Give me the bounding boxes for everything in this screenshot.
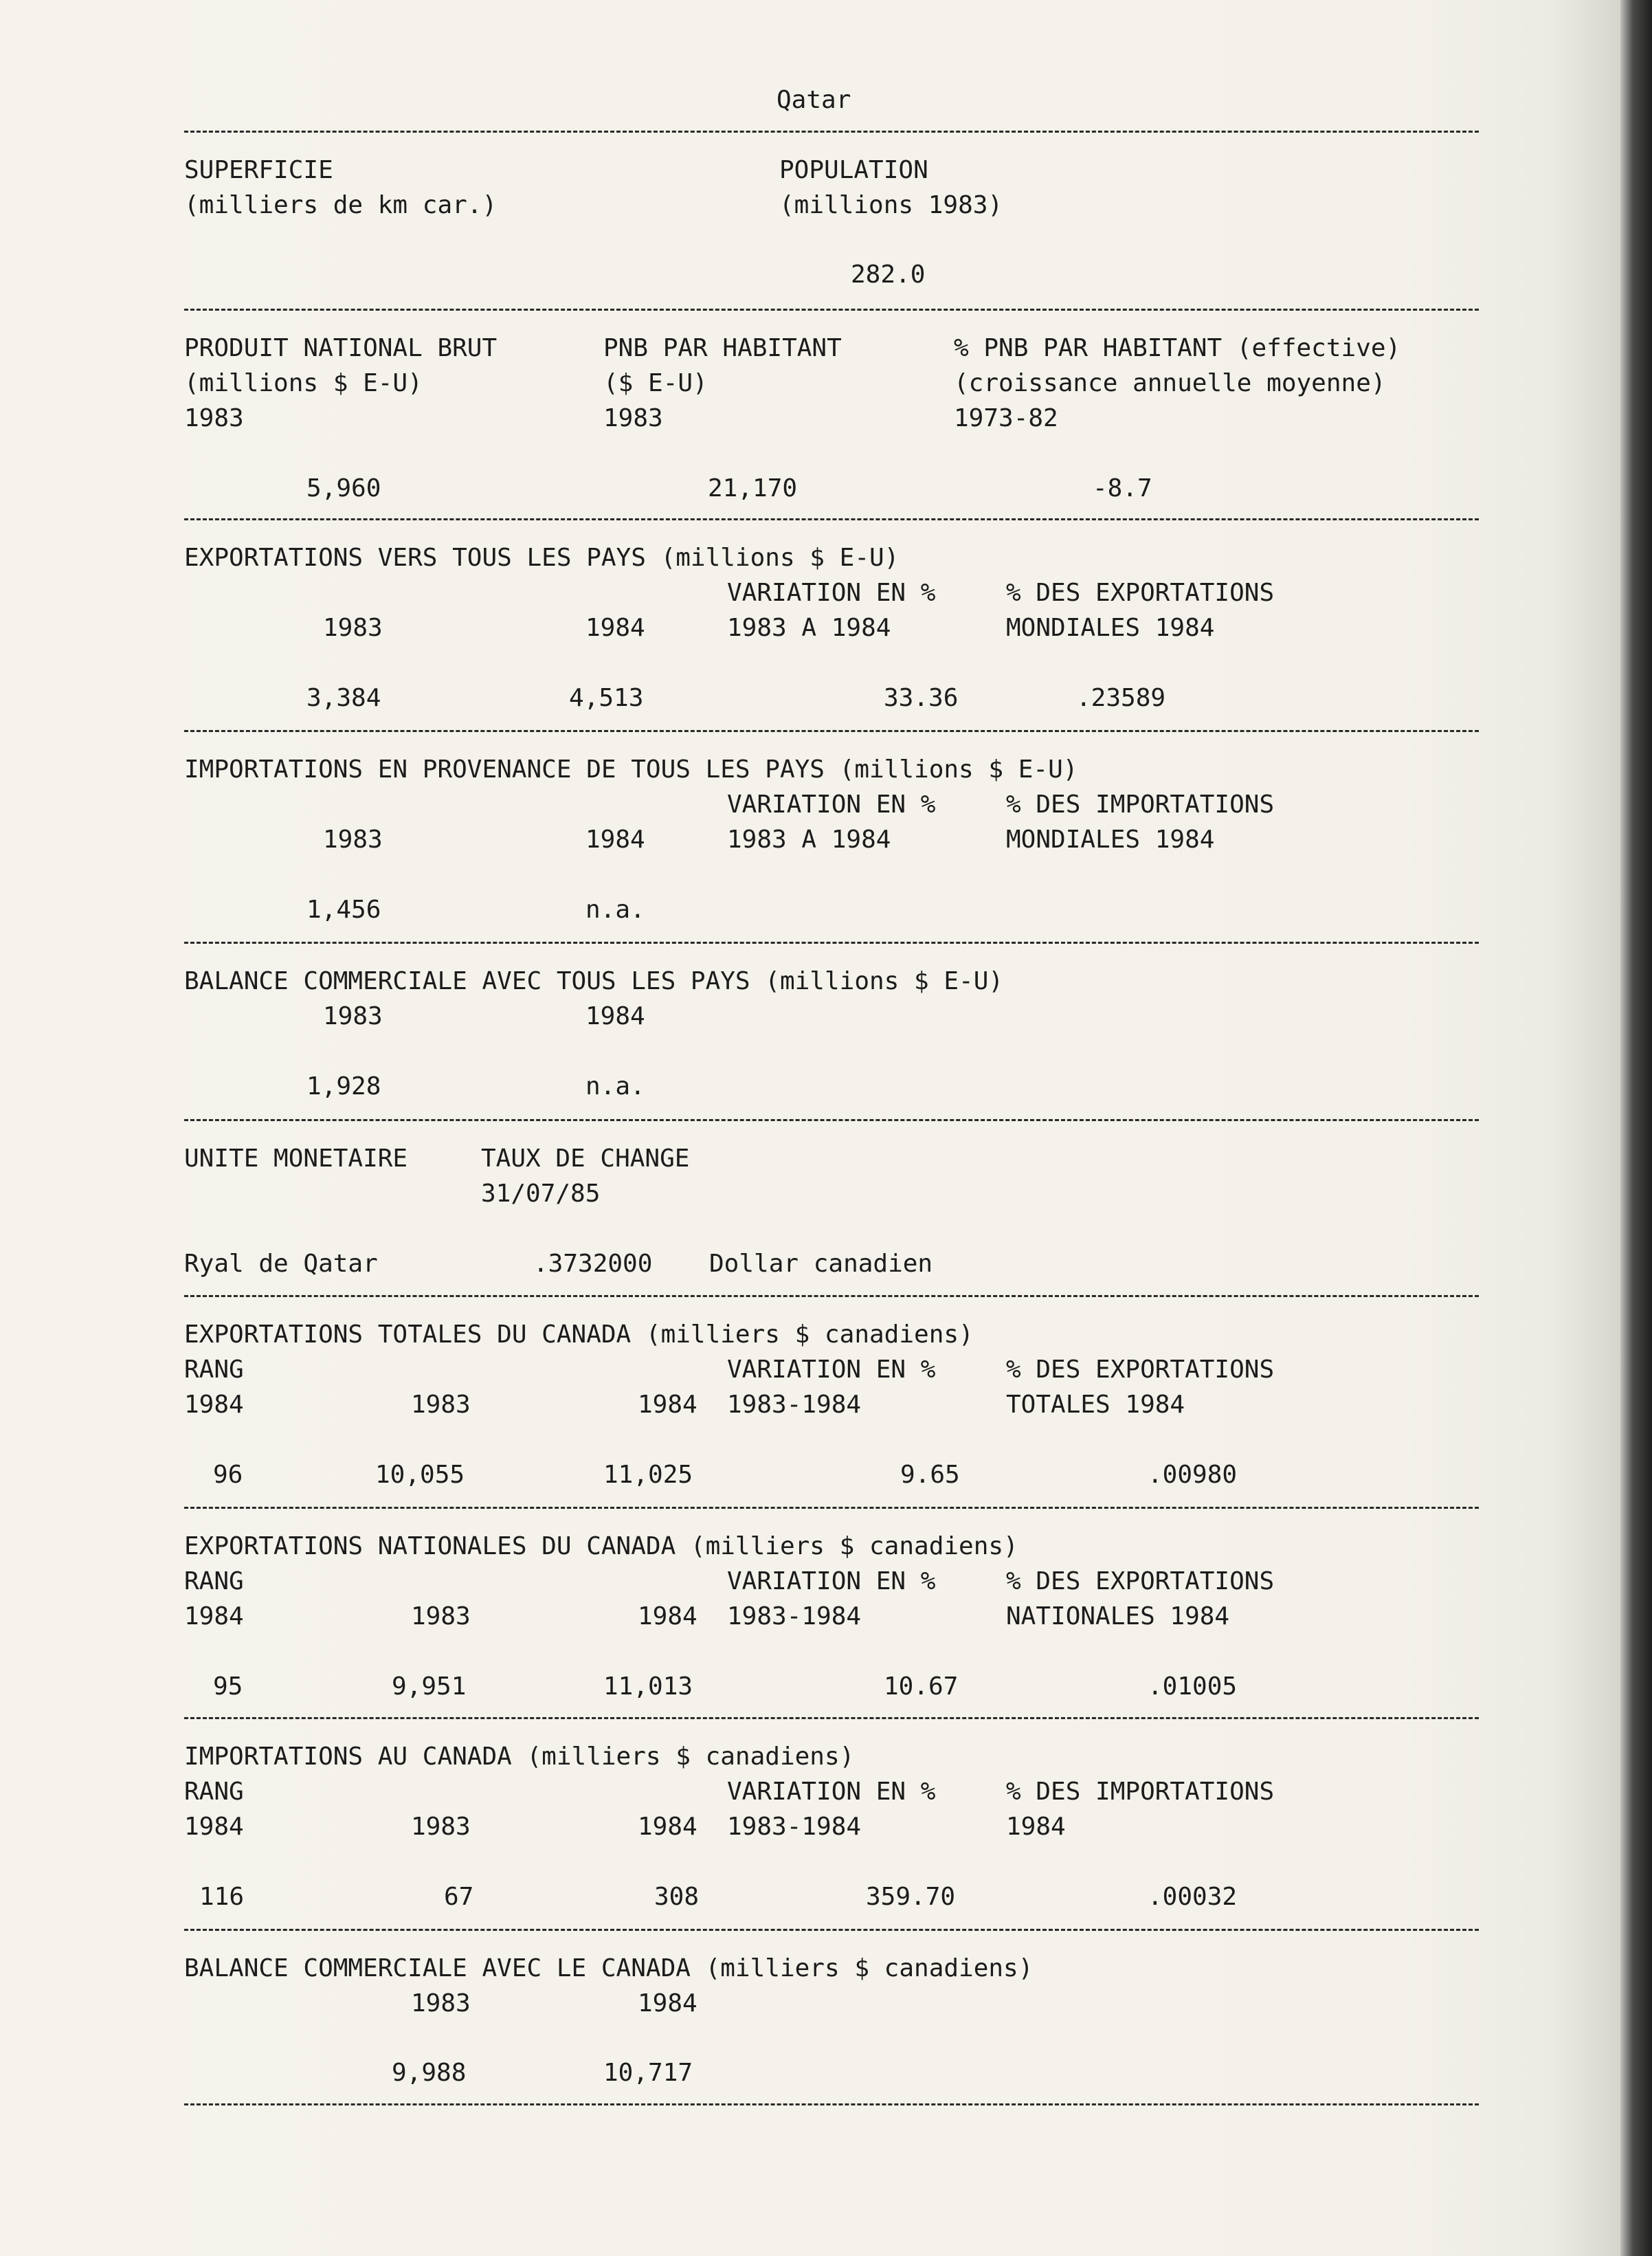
exports-nat-share-value: .01005: [1148, 1672, 1238, 1701]
exports-canada-rank: 96: [213, 1461, 243, 1489]
exports-nat-rank: 95: [213, 1672, 243, 1701]
exports-nat-year-1983: 1983: [411, 1602, 471, 1630]
population-label: POPULATION: [779, 156, 928, 184]
population-value: 282.0: [851, 261, 926, 289]
imports-canada-title: IMPORTATIONS AU CANADA (milliers $ canadiens): [184, 1743, 855, 1771]
imports-canada-variation-label: VARIATION EN %: [727, 1778, 936, 1806]
exports-canada-value-1984: 11,025: [603, 1461, 693, 1489]
imports-canada-share-value: .00032: [1148, 1883, 1238, 1911]
balance-world-value-1983: 1,928: [306, 1072, 381, 1101]
imports-world-share-years: MONDIALES 1984: [1006, 826, 1215, 854]
imports-canada-share-label: % DES IMPORTATIONS: [1006, 1778, 1275, 1806]
gnp-per-capita-year: 1983: [603, 404, 663, 432]
currency-unit: Ryal de Qatar: [184, 1250, 378, 1278]
area-label: SUPERFICIE: [184, 156, 333, 184]
exchange-rate-date: 31/07/85: [481, 1180, 601, 1208]
balance-canada-year-1984: 1984: [638, 1989, 697, 2017]
gnp-per-capita-unit: ($ E-U): [603, 369, 708, 397]
gnp-header: PRODUIT NATIONAL BRUT: [184, 334, 498, 362]
imports-canada-value-1984: 308: [654, 1883, 700, 1911]
exports-nat-variation-value: 10.67: [884, 1672, 959, 1701]
exports-canada-variation-label: VARIATION EN %: [727, 1356, 936, 1384]
balance-world-year-1983: 1983: [323, 1002, 383, 1030]
exports-nat-rank-year: 1984: [184, 1602, 244, 1630]
imports-canada-variation-years: 1983-1984: [727, 1813, 862, 1841]
imports-world-share-label: % DES IMPORTATIONS: [1006, 790, 1275, 819]
gnp-unit: (millions $ E-U): [184, 369, 423, 397]
balance-canada-year-1983: 1983: [411, 1989, 471, 2017]
balance-canada-value-1983: 9,988: [392, 2059, 467, 2087]
imports-canada-value-1983: 67: [444, 1883, 474, 1911]
gnp-growth-unit: (croissance annuelle moyenne): [954, 369, 1386, 397]
exports-canada-variation-years: 1983-1984: [727, 1391, 862, 1419]
imports-canada-rank-label: RANG: [184, 1778, 244, 1806]
exports-world-variation-years: 1983 A 1984: [727, 614, 891, 642]
exports-world-value-1983: 3,384: [306, 684, 381, 712]
imports-world-variation-years: 1983 A 1984: [727, 826, 891, 854]
balance-canada-value-1984: 10,717: [603, 2059, 693, 2087]
exports-world-share-value: .23589: [1076, 684, 1166, 712]
exports-world-variation-label: VARIATION EN %: [727, 579, 936, 607]
imports-canada-share-years: 1984: [1006, 1813, 1066, 1841]
imports-canada-rank-year: 1984: [184, 1813, 244, 1841]
divider: [184, 730, 1479, 732]
exports-canada-value-1983: 10,055: [375, 1461, 465, 1489]
imports-canada-rank: 116: [199, 1883, 245, 1911]
imports-world-year-1984: 1984: [585, 826, 645, 854]
exports-canada-share-value: .00980: [1148, 1461, 1238, 1489]
exports-canada-variation-value: 9.65: [900, 1461, 960, 1489]
imports-world-year-1983: 1983: [323, 826, 383, 854]
exports-nat-title: EXPORTATIONS NATIONALES DU CANADA (milliers $ canadiens): [184, 1532, 1018, 1560]
currency-unit-label: UNITE MONETAIRE: [184, 1144, 408, 1173]
balance-world-title: BALANCE COMMERCIALE AVEC TOUS LES PAYS (millions $ E-U): [184, 967, 1004, 995]
balance-world-year-1984: 1984: [585, 1002, 645, 1030]
exports-world-year-1983: 1983: [323, 614, 383, 642]
divider: [184, 1295, 1479, 1297]
balance-canada-title: BALANCE COMMERCIALE AVEC LE CANADA (milliers $ canadiens): [184, 1954, 1034, 1982]
divider: [184, 131, 1479, 133]
gnp-growth-years: 1973-82: [954, 404, 1058, 432]
exports-canada-rank-label: RANG: [184, 1356, 244, 1384]
imports-world-value-1983: 1,456: [306, 896, 381, 924]
gnp-year: 1983: [184, 404, 244, 432]
divider: [184, 1119, 1479, 1121]
exports-canada-title: EXPORTATIONS TOTALES DU CANADA (milliers $ canadiens): [184, 1320, 974, 1349]
exports-world-variation-value: 33.36: [884, 684, 959, 712]
divider: [184, 2103, 1479, 2105]
divider: [184, 1717, 1479, 1719]
exports-nat-variation-years: 1983-1984: [727, 1602, 862, 1630]
imports-world-variation-label: VARIATION EN %: [727, 790, 936, 819]
page-title: Qatar: [777, 86, 851, 114]
divider: [184, 1507, 1479, 1509]
imports-world-value-1984: n.a.: [585, 896, 645, 924]
exchange-rate-value: .3732000: [533, 1250, 653, 1278]
exports-world-year-1984: 1984: [585, 614, 645, 642]
imports-canada-year-1983: 1983: [411, 1813, 471, 1841]
divider: [184, 942, 1479, 944]
gnp-per-capita-header: PNB PAR HABITANT: [603, 334, 842, 362]
gnp-value: 5,960: [306, 474, 381, 502]
imports-world-title: IMPORTATIONS EN PROVENANCE DE TOUS LES PAYS (millions $ E-U): [184, 755, 1078, 784]
gnp-growth-header: % PNB PAR HABITANT (effective): [954, 334, 1401, 362]
exports-canada-share-years: TOTALES 1984: [1006, 1391, 1185, 1419]
balance-world-value-1984: n.a.: [585, 1072, 645, 1101]
exports-nat-value-1983: 9,951: [392, 1672, 467, 1701]
divider: [184, 1929, 1479, 1931]
exports-nat-rank-label: RANG: [184, 1567, 244, 1595]
divider: [184, 518, 1479, 520]
exchange-rate-currency: Dollar canadien: [709, 1250, 933, 1278]
exports-world-value-1984: 4,513: [569, 684, 644, 712]
gnp-per-capita-value: 21,170: [708, 474, 798, 502]
imports-canada-year-1984: 1984: [638, 1813, 697, 1841]
exports-canada-rank-year: 1984: [184, 1391, 244, 1419]
exports-canada-year-1984: 1984: [638, 1391, 697, 1419]
exchange-rate-label: TAUX DE CHANGE: [481, 1144, 690, 1173]
exports-canada-year-1983: 1983: [411, 1391, 471, 1419]
exports-nat-variation-label: VARIATION EN %: [727, 1567, 936, 1595]
exports-nat-year-1984: 1984: [638, 1602, 697, 1630]
binding-shadow: [1620, 0, 1652, 2256]
imports-canada-variation-value: 359.70: [866, 1883, 956, 1911]
exports-world-share-label: % DES EXPORTATIONS: [1006, 579, 1275, 607]
exports-canada-share-label: % DES EXPORTATIONS: [1006, 1356, 1275, 1384]
exports-nat-share-label: % DES EXPORTATIONS: [1006, 1567, 1275, 1595]
exports-nat-value-1984: 11,013: [603, 1672, 693, 1701]
divider: [184, 309, 1479, 311]
exports-nat-share-years: NATIONALES 1984: [1006, 1602, 1230, 1630]
exports-world-share-years: MONDIALES 1984: [1006, 614, 1215, 642]
exports-world-title: EXPORTATIONS VERS TOUS LES PAYS (millions $ E-U): [184, 544, 900, 572]
area-unit-label: (milliers de km car.): [184, 191, 498, 219]
population-unit-label: (millions 1983): [779, 191, 1003, 219]
gnp-growth-value: -8.7: [1093, 474, 1152, 502]
